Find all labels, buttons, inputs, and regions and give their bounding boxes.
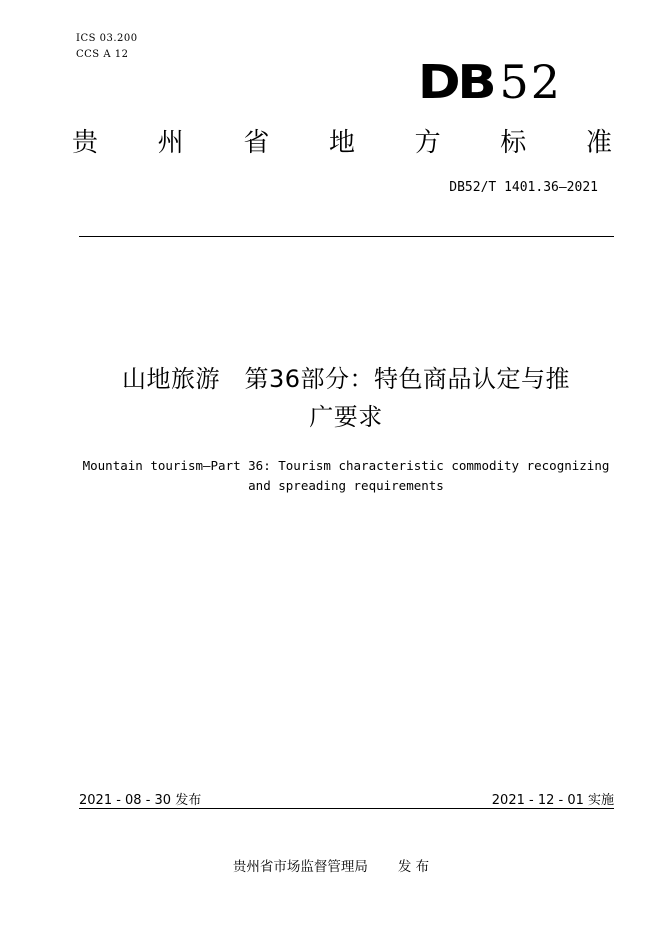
standard-type-char: 贵 xyxy=(72,128,99,158)
implementation-date: 2021 - 12 - 01 实施 xyxy=(491,793,614,808)
standard-number: DB52/T 1401.36—2021 xyxy=(449,180,598,195)
standard-type-char: 地 xyxy=(328,128,355,158)
logo-number: 52 xyxy=(499,55,562,109)
english-title-line-1: Mountain tourism—Part 36: Tourism characteristic commodity recognizing xyxy=(82,458,610,473)
standard-type-char: 州 xyxy=(157,128,184,158)
top-divider xyxy=(79,236,614,237)
ccs-code: CCS A 12 xyxy=(76,49,129,60)
publisher-authority: 贵州省市场监督管理局 xyxy=(232,859,368,875)
standard-type-char: 准 xyxy=(585,128,612,158)
standard-type-char: 标 xyxy=(500,128,527,158)
ics-code: ICS 03.200 xyxy=(76,33,138,44)
standard-type-char: 方 xyxy=(414,128,441,158)
english-title-line-2: and spreading requirements xyxy=(248,478,444,493)
publisher-action: 发 布 xyxy=(397,859,430,875)
chinese-title xyxy=(70,360,622,436)
english-title xyxy=(70,456,622,496)
chinese-title-line-1: 山地旅游 第36部分：特色商品认定与推 xyxy=(121,365,571,393)
standard-type-char: 省 xyxy=(243,128,270,158)
chinese-title-line-2: 广要求 xyxy=(309,403,383,431)
bottom-divider xyxy=(79,808,614,809)
publisher xyxy=(0,855,662,875)
issue-date: 2021 - 08 - 30 发布 xyxy=(79,793,202,808)
logo-letters: DB xyxy=(418,55,494,109)
db52-logo xyxy=(0,56,562,108)
standard-type xyxy=(72,126,612,160)
